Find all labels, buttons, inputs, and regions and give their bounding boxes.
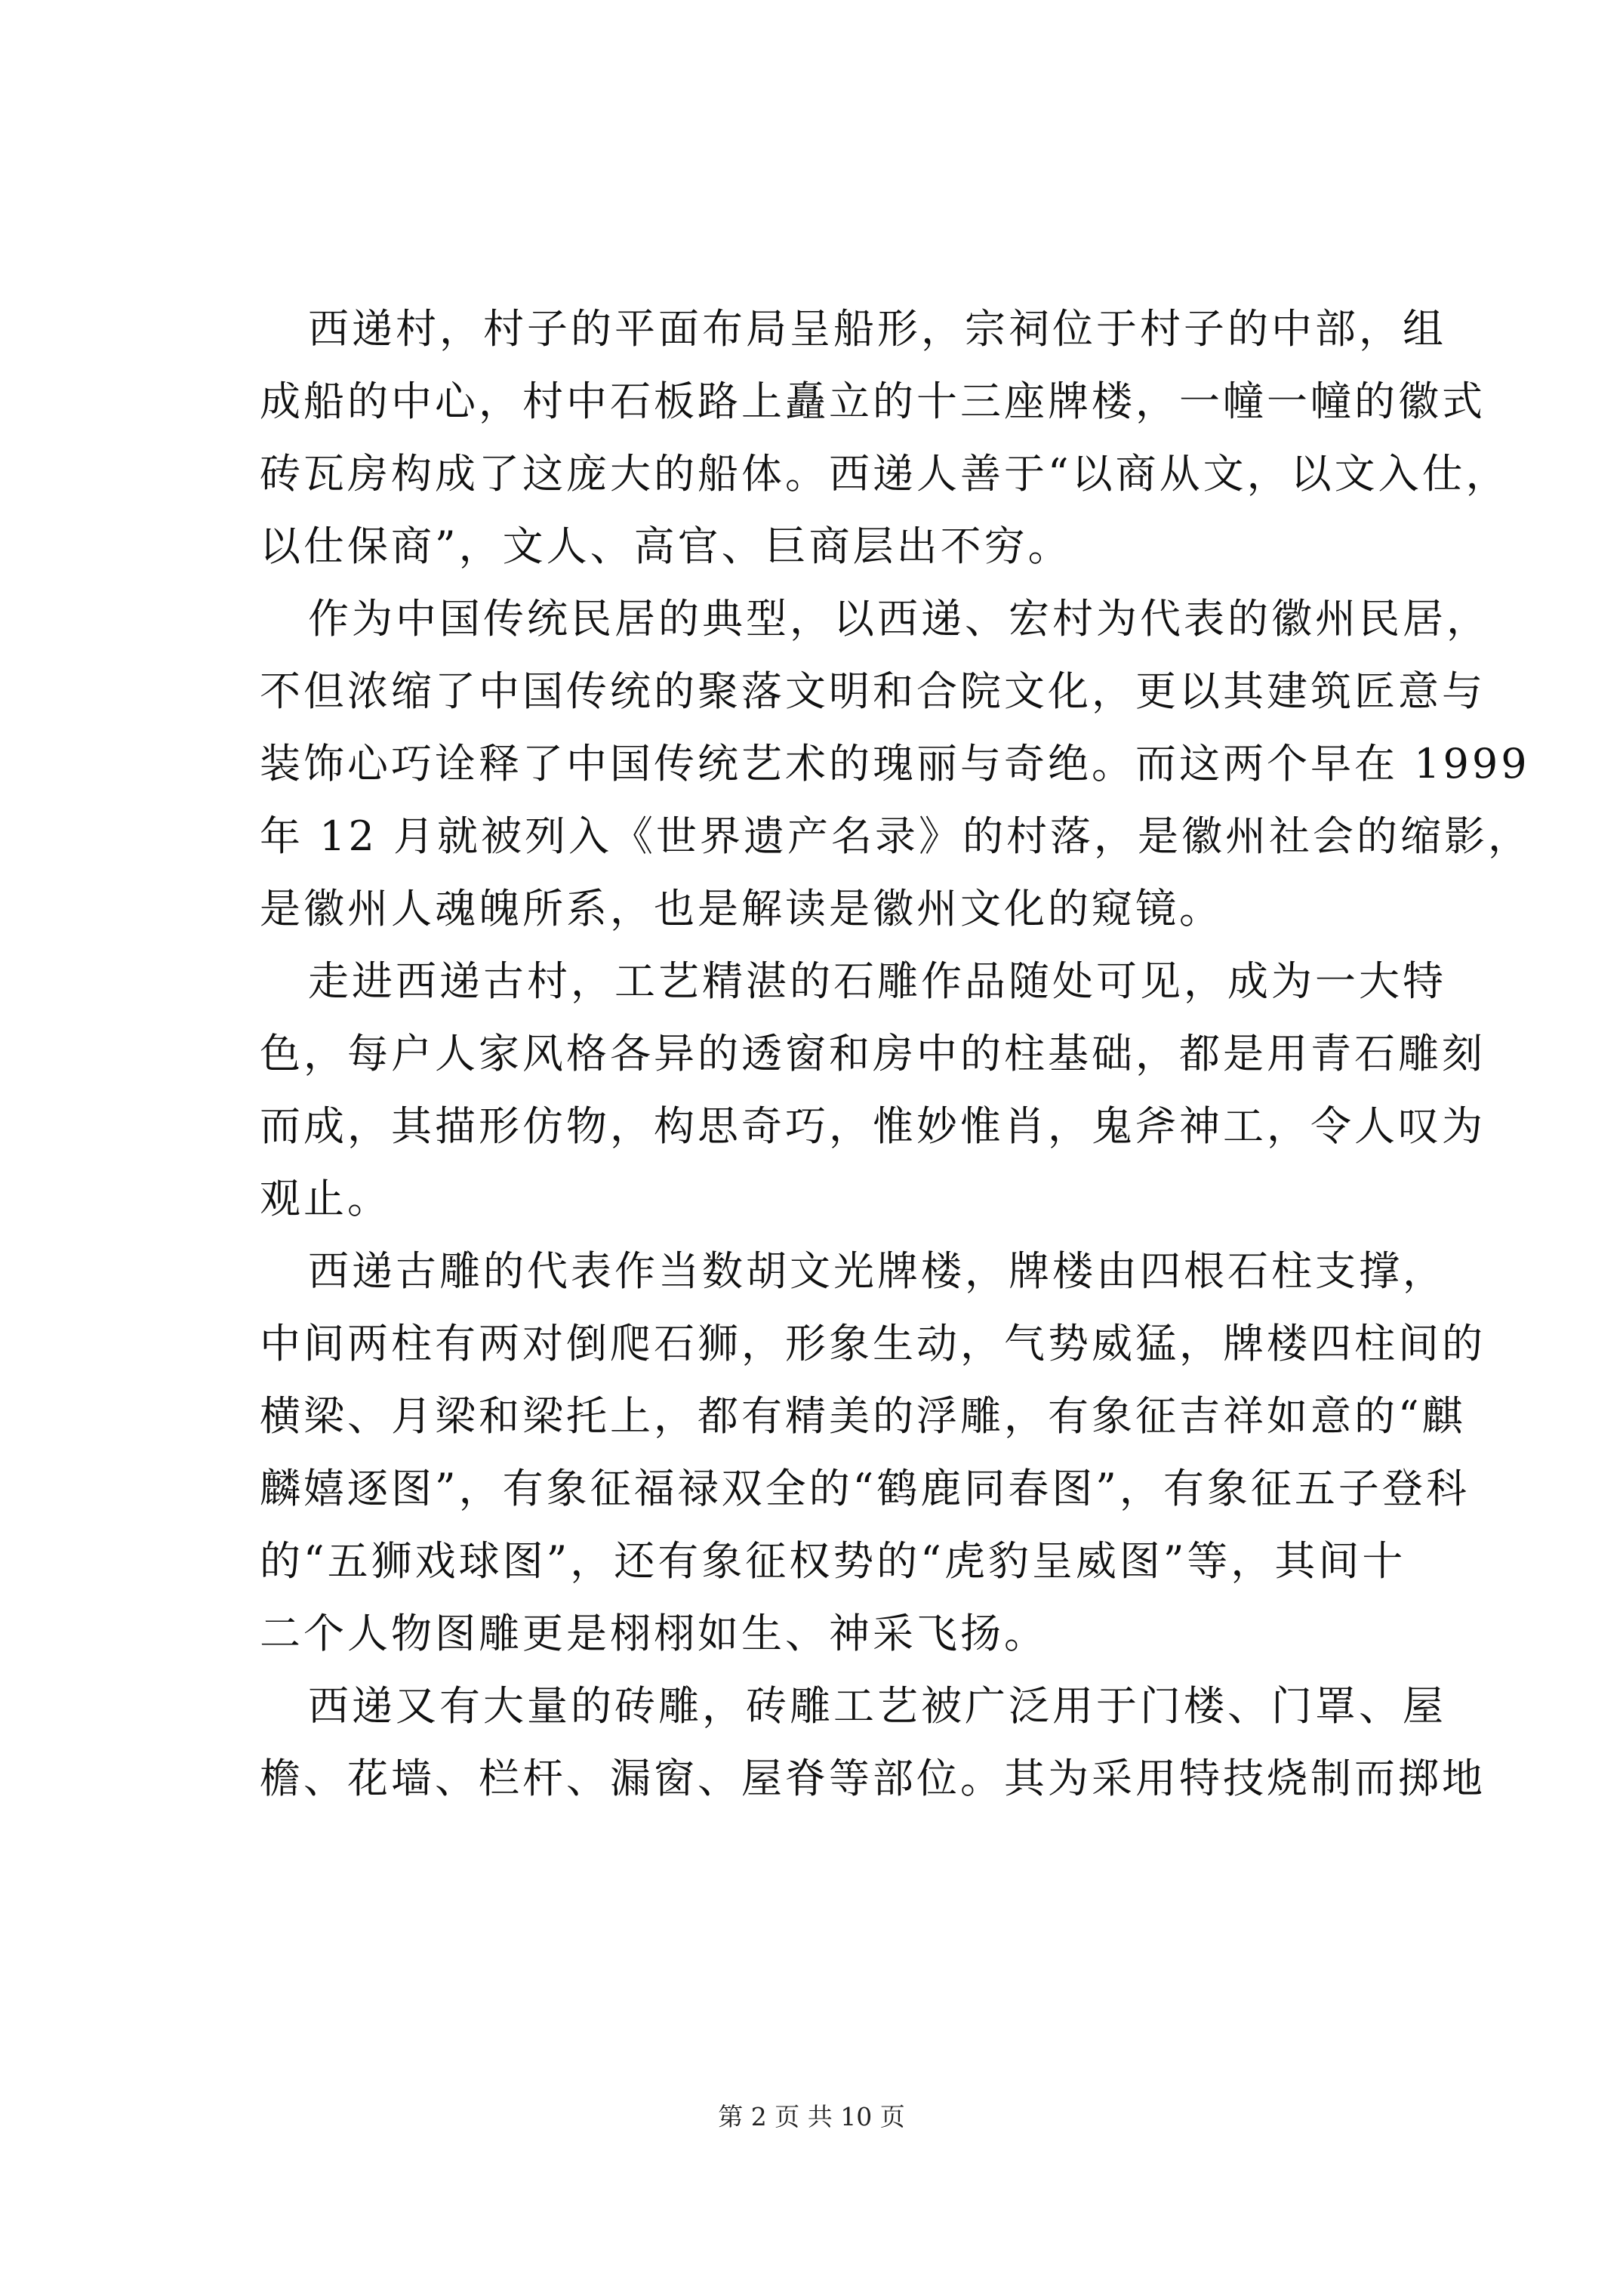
- text-line: 以仕保商”，文人、高官、巨商层出不穷。: [260, 522, 1072, 570]
- text-line: 观止。: [260, 1175, 391, 1222]
- text-line: 成船的中心，村中石板路上矗立的十三座牌楼，一幢一幢的徽式: [260, 378, 1486, 425]
- text-line: 作为中国传统民居的典型，以西递、宏村为代表的徽州民居，: [308, 595, 1490, 643]
- text-line: 装饰心巧诠释了中国传统艺术的瑰丽与奇绝。而这两个早在 1999: [260, 740, 1530, 787]
- text-line: 是徽州人魂魄所系，也是解读是徽州文化的窥镜。: [260, 885, 1223, 932]
- text-line: 西递村，村子的平面布局呈船形，宗祠位于村子的中部，组: [308, 305, 1446, 353]
- text-line: 横梁、月梁和梁托上，都有精美的浮雕，有象征吉祥如意的“麒: [260, 1392, 1466, 1440]
- paragraph-2: [260, 583, 1532, 945]
- text-line: 不但浓缩了中国传统的聚落文明和合院文化，更以其建筑匠意与: [260, 667, 1486, 715]
- text-line: 走进西递古村，工艺精湛的石雕作品随处可见，成为一大特: [308, 957, 1446, 1005]
- paragraph-5: [260, 1670, 1486, 1815]
- text-line: 西递又有大量的砖雕，砖雕工艺被广泛用于门楼、门罩、屋: [308, 1682, 1446, 1730]
- body-text: [260, 293, 1532, 1815]
- paragraph-4: [260, 1235, 1486, 1670]
- text-line: 麟嬉逐图”，有象征福禄双全的“鹤鹿同春图”，有象征五子登科: [260, 1465, 1470, 1512]
- text-line: 檐、花墙、栏杆、漏窗、屋脊等部位。其为采用特技烧制而掷地: [260, 1755, 1486, 1802]
- text-line: 的“五狮戏球图”，还有象征权势的“虎豹呈威图”等，其间十: [260, 1537, 1406, 1585]
- page-footer: [0, 2097, 1623, 2133]
- text-line: 砖瓦房构成了这庞大的船体。西递人善于“以商从文，以文入仕，: [260, 450, 1510, 498]
- paragraph-3: [260, 945, 1486, 1235]
- text-line: 而成，其描形仿物，构思奇巧，惟妙惟肖，鬼斧神工，令人叹为: [260, 1102, 1486, 1150]
- paragraph-1: [260, 293, 1510, 583]
- text-line: 中间两柱有两对倒爬石狮，形象生动，气势威猛，牌楼四柱间的: [260, 1320, 1486, 1367]
- text-line: 色，每户人家风格各异的透窗和房中的柱基础，都是用青石雕刻: [260, 1030, 1486, 1077]
- text-line: 二个人物图雕更是栩栩如生、神采飞扬。: [260, 1610, 1048, 1657]
- text-line: 西递古雕的代表作当数胡文光牌楼，牌楼由四根石柱支撑，: [308, 1247, 1446, 1295]
- page-number-label: 第 2 页 共 10 页: [718, 2102, 905, 2131]
- text-line: 年 12 月就被列入《世界遗产名录》的村落，是徽州社会的缩影，: [260, 812, 1532, 860]
